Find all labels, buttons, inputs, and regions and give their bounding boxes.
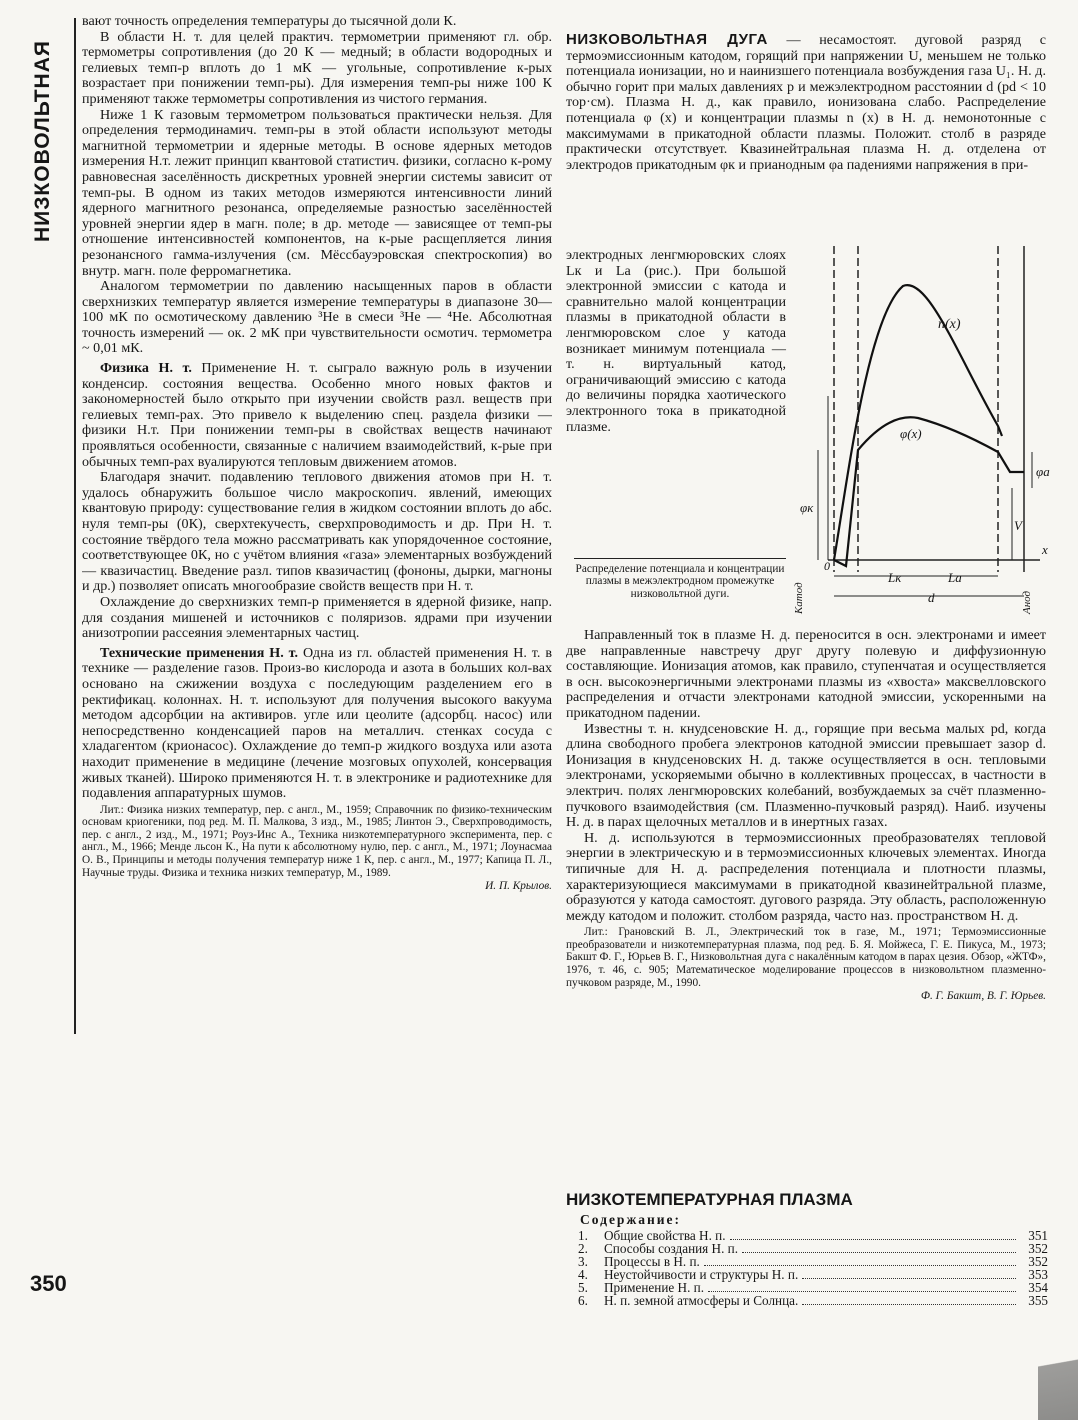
n-label: n(x) (938, 317, 961, 332)
toc-number: 1. (578, 1228, 588, 1243)
phi-label: φ(x) (900, 426, 922, 441)
toc-leader (802, 1278, 1016, 1279)
toc-page: 355 (1028, 1293, 1048, 1308)
author-signature: Ф. Г. Бакшт, В. Г. Юрьев. (920, 990, 1046, 1003)
page-edge-shadow (1038, 1340, 1078, 1420)
origin-label: 0 (824, 559, 830, 573)
toc-item (578, 1295, 1048, 1308)
toc-text: Общие свойства Н. п. (604, 1228, 726, 1243)
toc-leader (708, 1291, 1016, 1292)
paragraph-text: Применение Н. т. сыграло важную роль в изучении конденсир. состояния вещества. Особенно много новых фактов и закономерностей было открыто при изучении свойств разл. веществ при гелиевых темп-рах. Это привело к выделению спец. раздела физики — физики Н.т. При понижении темп-ры в свойствах веществ начинают проявляться особенности, связанные с наличием взаимодействий, к-рые при обычных темп-рах вуалируются тепловым движением атомов. (82, 360, 552, 470)
author-signature: И. П. Крылов. (485, 880, 552, 893)
toc-text: Н. п. земной атмосферы и Солнца. (604, 1293, 799, 1308)
article-headword: НИЗКОВОЛЬТНАЯ ДУГА (566, 31, 768, 48)
d-label: d (928, 590, 935, 605)
cathode-label: Катод (793, 582, 805, 614)
toc-number: 2. (578, 1241, 588, 1256)
toc-number: 4. (578, 1267, 588, 1282)
toc-leader (704, 1265, 1016, 1266)
paragraph: Ниже 1 К газовым термометром пользоваться практически нельзя. Для определения термодинамич. темп-ры в этой области используют методы магнитной термометрии и ядерные методы. В основе ядерных методов измерения Н.т. лежит принцип квантовой статистич. физики, согласно к-рому равновесная заселённость дискретных уровней энергии системы зависит от темп-ры. В одном из таких методов измеряются интенсивности линий ядерного магнитного резонанса, определяемые разностью заселённостей уровней энергии ядер в магн. поле; в др. методе — зависящее от темп-ры отношение интенсивностей компонентов, на к-рые расщепляется линия резонансного гамма-излучения (см. Мёссбауэровская спектроскопия) во внутр. магн. поле ферромагнетика. (82, 106, 552, 279)
paragraph: В области Н. т. для целей практич. термометрии применяют гл. обр. термометры сопротивления (до 20 К — медный; в области водородных и гелиевых темп-р вплоть до 1 мК — угольные, сопротивление к-рых возрастает при понижении темп-ры). Для измерения темп-ры ниже 100 К применяют также термометры сопротивления из чистого германия. (82, 28, 552, 107)
running-head (30, 22, 56, 260)
paragraph (566, 32, 1046, 173)
toc-number: 5. (578, 1280, 588, 1295)
la-label: Lа (948, 570, 962, 585)
paragraph: Охлаждение до сверхнизких темп-р применяется в ядерной физике, напр. для создания мишеней и источников с поляризов. ядрами при изучении анизотропии рассеяния элементарных частиц. (82, 593, 552, 642)
anode-label: Анод (1021, 590, 1033, 614)
toc-page: 353 (1028, 1267, 1048, 1282)
toc-text: Способы создания Н. п. (604, 1241, 739, 1256)
wrap-text (566, 248, 786, 435)
toc-leader (742, 1252, 1016, 1253)
phi-a-label: φа (1036, 464, 1050, 479)
potential-distribution-diagram (788, 236, 1058, 632)
vertical-rule (74, 18, 76, 1034)
section-heading: Физика Н. т. (100, 360, 192, 377)
literature-list: Лит.: Физика низких температур, пер. с англ., М., 1959; Справочник по физико-техническим основам криогеники, под ред. М. П. Малкова, 3 изд., М., 1985; Линтон Э., Сверхпроводимость, пер. с англ., 2 изд., М., 1971; Роуз-Инс А., Техника низкотемпературного эксперимента, пер. с англ., М., 1966; Менде льсон К., На пути к абсолютному нулю, пер. с англ., М., 1971; Лоунасмаа О. В., Принципы и методы получения температур ниже 1 К, пер. с англ., М., 1977; Капица П. Л., Научные труды. Физика и техника низких температур, М., 1989. (82, 803, 552, 879)
toc-page: 354 (1028, 1280, 1048, 1295)
paragraph-text: — несамостоят. дуговой разряд с термоэмиссионным катодом, горящий при напряжении U, меньшем не только потенциала ионизации, но и наинизшего потенциала возбуждения газа U₁. Н. д. обычно горит при малых давлениях p и межэлектродном расстоянии d (pd < 10 тор·см). Плазма Н. д., как правило, ионизована слабо. Распределение потенциала φ (x) и концентрации плазмы n (x) в Н. д. немонотонные с максимумами в прикатодной области плазмы. Положит. столб в разряде практически отсутствует. Квазинейтральная плазма Н. д. отделена от электродов прикатодным φк и прианодным φа падениями напряжения в при- (566, 32, 1047, 173)
phi-curve (834, 417, 1024, 566)
article-title: НИЗКОТЕМПЕРАТУРНАЯ ПЛАЗМА (566, 1190, 853, 1209)
paragraph-text: Одна из гл. областей применения Н. т. в технике — разделение газов. Произ-во кислорода и азота в больших кол-вах основано на сжижении воздуха с последующим разделением его в ректификац. колоннах. Н. т. используют для получения высокого вакуума методом адсорбции на активиров. угле или цеолите (адсорбц. насос) или непосредственно конденсацией паров на металлич. стенках сосуда с хладагентом (крионасос). Охлаждение до темп-р жидкого воздуха или азота находит применение в медицине (лечение мозговых опухолей, консервация живых тканей). Широко применяются Н. т. в электронике и радиотехнике для подавления аппаратурных шумов. (82, 644, 552, 802)
n-curve (834, 285, 1002, 560)
running-head-text: НИЗКОВОЛЬТНАЯ (31, 40, 55, 242)
page-number: 350 (30, 1271, 67, 1296)
paragraph: вают точность определения температуры до тысячной доли К. (82, 14, 457, 29)
toc-number: 6. (578, 1293, 588, 1308)
table-of-contents (578, 1230, 1048, 1308)
toc-leader (802, 1304, 1016, 1305)
toc-text: Процессы в Н. п. (604, 1254, 700, 1269)
article-intro (566, 32, 1046, 173)
v-label: V (1014, 518, 1022, 533)
figure-diagram (788, 236, 1058, 632)
left-column (82, 14, 552, 1314)
paragraph: электродных ленгмюровских слоях Lк и Lа (рис.). При большой электронной эмиссии с катода и сравнительно малой концентрации плазмы в прикатодной области в ленгмюровском слое у катода возникает минимум потенциала — т. н. виртуальный катод, ограничивающий эмиссию с катода до величины порядка хаотического электронного тока в прикатодной плазме. (566, 247, 786, 435)
paragraph (82, 361, 552, 470)
toc-leader (730, 1239, 1016, 1240)
toc-text: Применение Н. п. (604, 1280, 705, 1295)
paragraph (82, 646, 552, 802)
paragraph: Известны т. н. кнудсеновские Н. д., горящие при весьма малых pd, когда длина свободного пробега электронов катодной эмиссии превышает зазор d. Ионизация в кнудсеновских Н. д. также осуществляется в осн. тепловыми электронами, ускоряемыми обычно в коллективных процессах, в частности в электрич. полях ленгмюровских колебаний, возбуждаемых за счёт плазменно-пучкового взаимодействия (см. Плазменно-пучковый разряд). Наиб. изучены Н. д. в парах щелочных металлов и в инертных газах. (566, 720, 1046, 831)
paragraph: Направленный ток в плазме Н. д. переносится в осн. электронами и имеет две направленные навстречу друг другу полевую и диффузионную составляющие. Ионизация атомов, как правило, ступенчатая и осуществляется в осн. высокоэнергичными электронами плазмы из «хвоста» максвелловского распределения и отчасти электронами катодной эмиссии, ускоренными на прикатодном падении. (566, 628, 1046, 721)
lk-label: Lк (888, 570, 902, 585)
section-heading: Технические применения Н. т. (100, 644, 299, 661)
toc-text: Неустойчивости и структуры Н. п. (604, 1267, 799, 1282)
toc-title: Содержание: (580, 1212, 682, 1227)
toc-number: 3. (578, 1254, 588, 1269)
toc-page: 352 (1028, 1254, 1048, 1269)
literature-list: Лит.: Грановский В. Л., Электрический ток в газе, М., 1971; Термоэмиссионные преобразователи и низкотемпературная плазма, под ред. Б. Я. Мойжеса, Г. Е. Пикуса, М., 1973; Бакшт Ф. Г., Юрьев В. Г., Низковольтная дуга с накалённым катодом в парах цезия. Обзор, «ЖТФ», 1976, т. 46, с. 905; Математическое моделирование процессов в низковольтном плазменно-пучковом разряде, М., 1990. (566, 926, 1046, 989)
phi-k-label: φк (800, 500, 814, 515)
paragraph: Аналогом термометрии по давлению насыщенных паров в области сверхнизких температур является измерение температуры в диапазоне 30—100 мК по осмотическому давлению ³He в смеси ³He — ⁴He. Абсолютная точность измерений — ок. 2 мК при чувствительности осмотич. термометра ~ 0,01 мК. (82, 278, 552, 357)
right-column-body (566, 628, 1046, 1220)
paragraph: Благодаря значит. подавлению теплового движения атомов при Н. т. удалось обнаружить большое число макроскопич. явлений, имеющих квантовую природу: существование гелия в жидком состоянии вплоть до абс. нуля темп-ры (0К), сверхтекучесть, сверхпроводимость и др. При Н. т. состояние твёрдого тела можно рассматривать как упорядоченное состояние, соответствующее 0К, но с учётом влияния «газа» элементарных возбуждений — квазичастиц. Введение разл. типов квазичастиц (фононы, дырки, магноны и др.) позволяет описать многообразие свойств веществ при Н. т. (82, 469, 552, 595)
x-axis-label: x (1042, 542, 1048, 557)
toc-page: 351 (1028, 1228, 1048, 1243)
toc-page: 352 (1028, 1241, 1048, 1256)
figure-caption: Распределение потенциала и концентрации плазмы в межэлектродном промежутке низковольтной дуги. (574, 558, 786, 600)
paragraph: Н. д. используются в термоэмиссионных преобразователях тепловой энергии в электрическую и в термоэмиссионных ключевых элементах. Иногда типичные для Н. д. распределения потенциала и плотности плазмы, характеризующиеся максимумами в прикатодной квазинейтральной плазме, образуются у катода самостоят. дугового разряда. Эту область, расположенную между катодом и положит. столбом разряда, часто наз. пространством Н. д. (566, 829, 1046, 924)
